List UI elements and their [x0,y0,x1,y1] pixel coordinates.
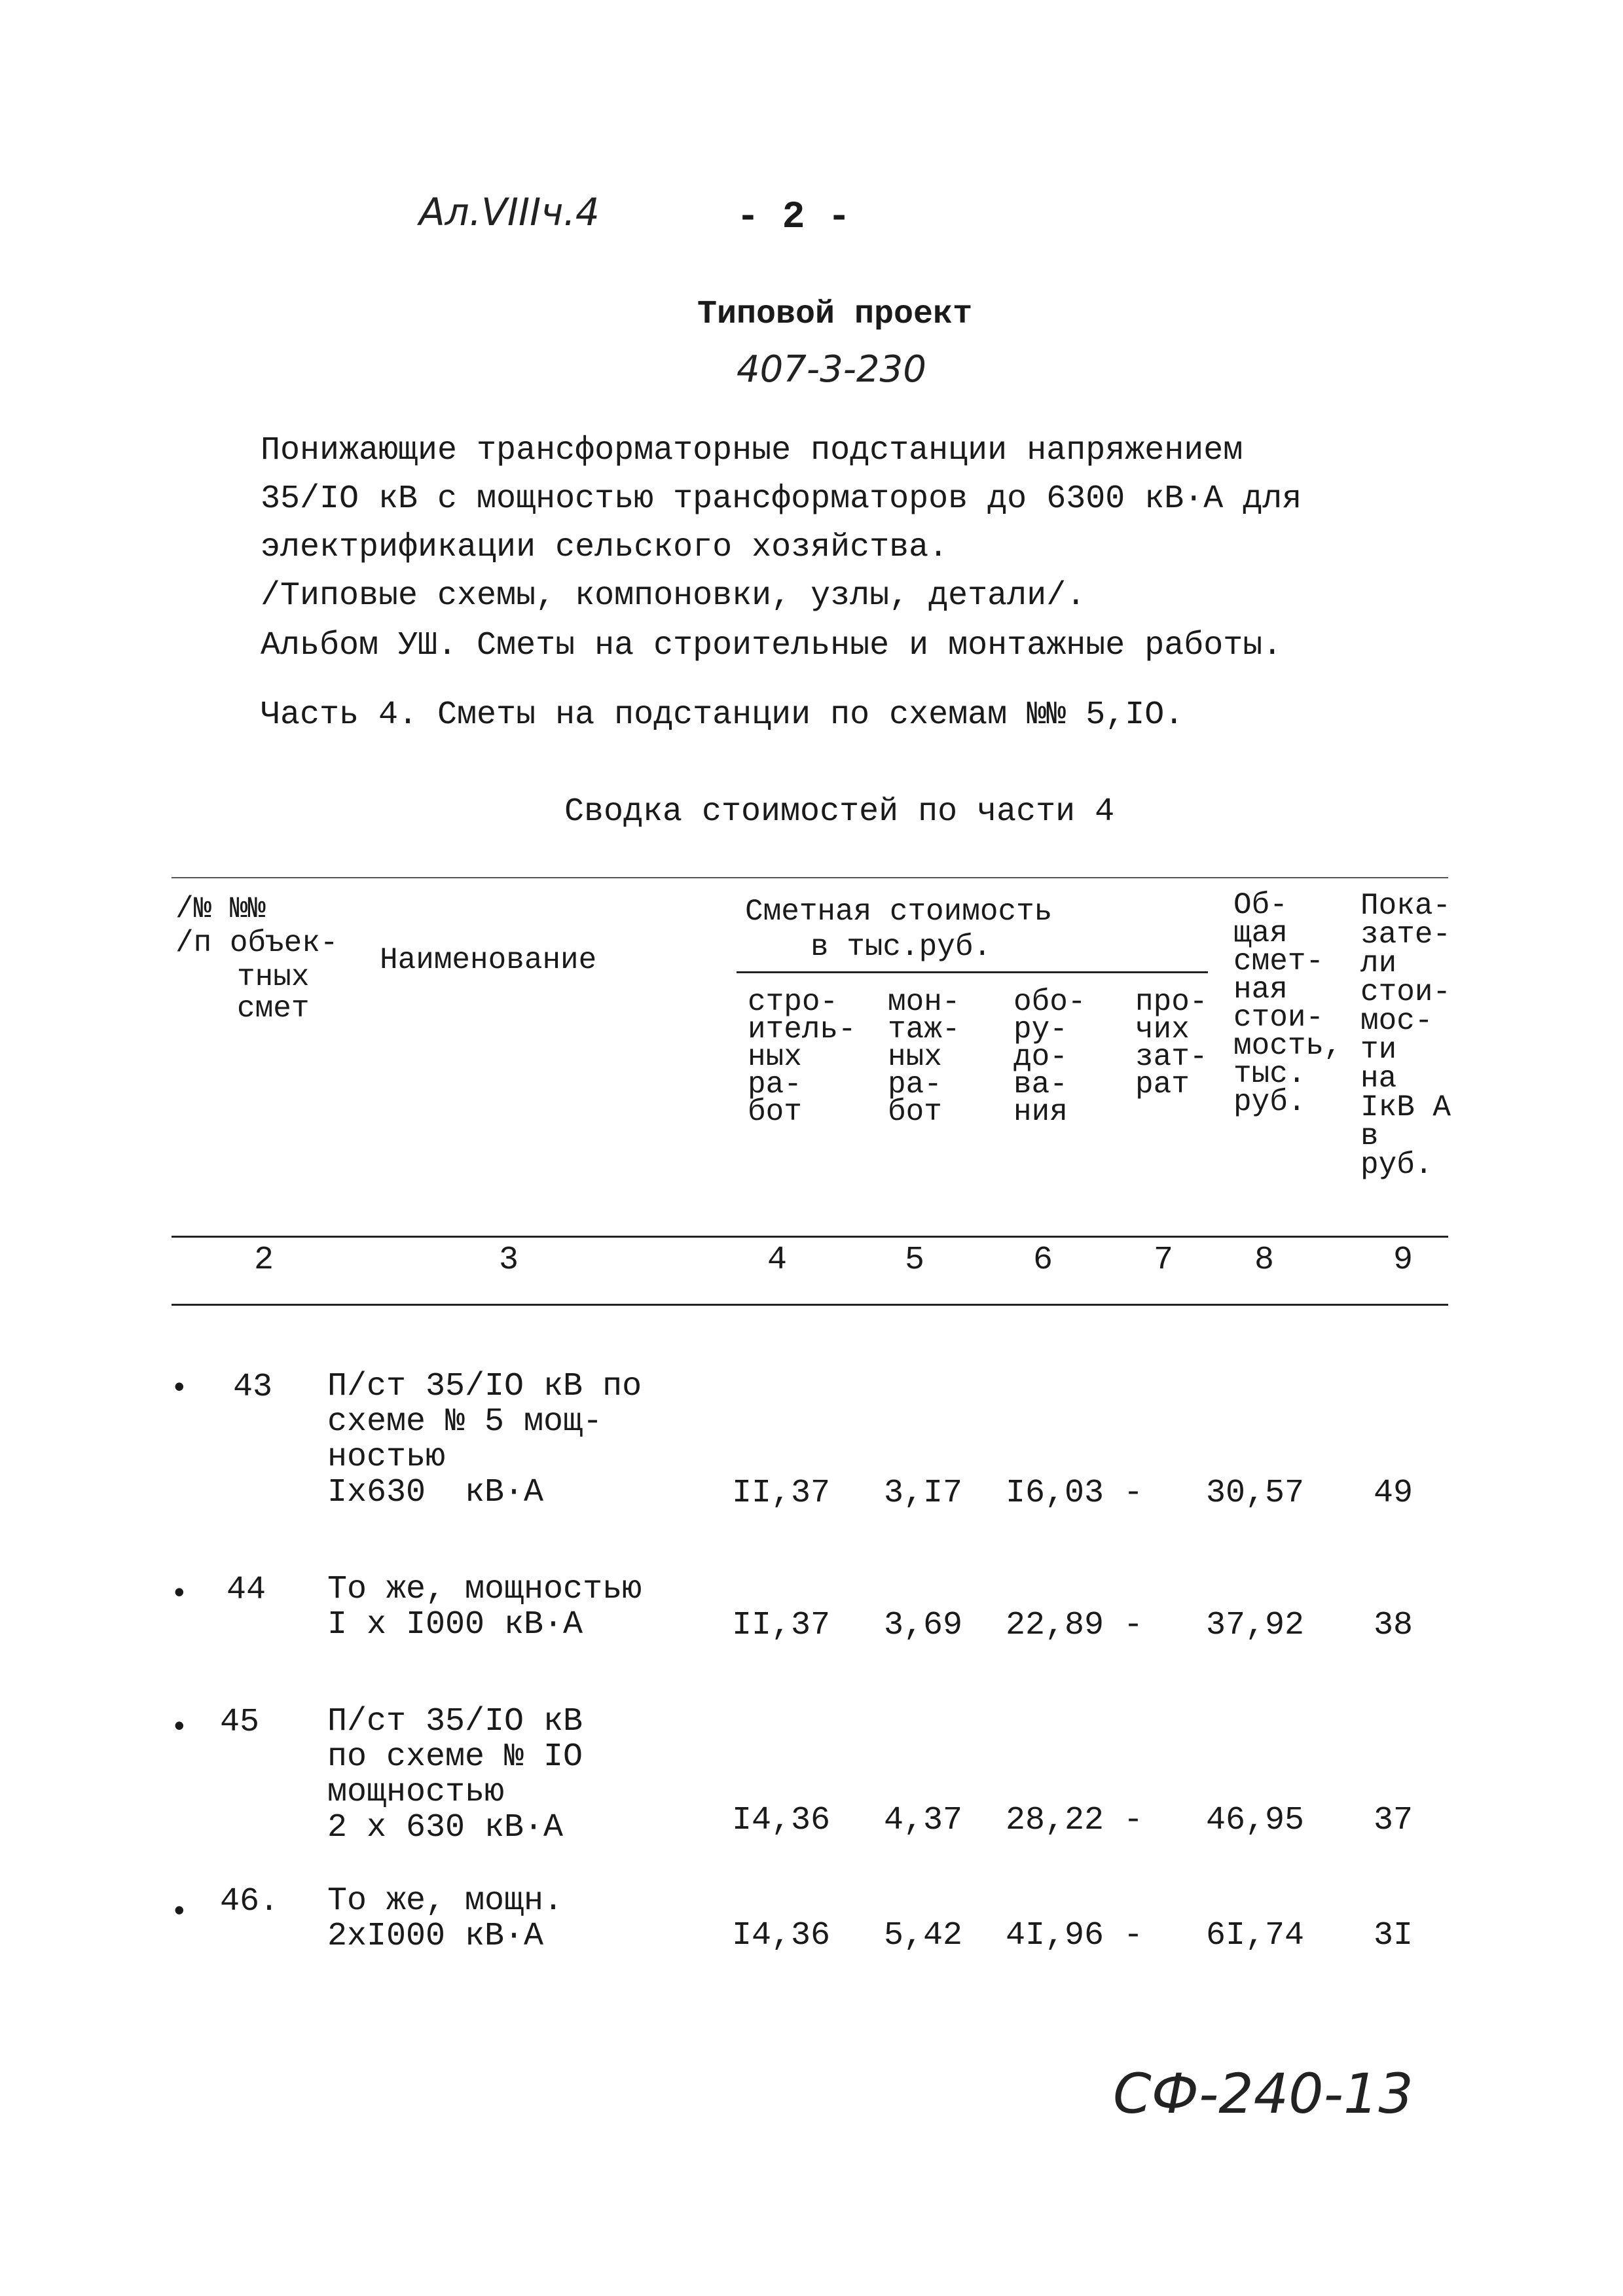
page-number: - 2 - [737,196,851,239]
table-row-46-other: - [1123,1917,1144,1954]
header-col-1-line-3: тных [237,960,310,994]
table-row-44-total: 37,92 [1206,1607,1305,1644]
group-header-rule [737,971,1208,973]
table-row-46-number: 46. [220,1883,280,1920]
footer-code: СФ-240-13 [1113,2062,1413,2126]
col-number-9: 9 [1393,1242,1413,1279]
table-row-46-mount: 5,42 [884,1917,963,1954]
row-bullet: • [170,1577,189,1611]
header-col-1-line-1: /№ №№ [175,892,266,926]
table-row-46-equip: 4I,96 [1006,1917,1104,1954]
header-bottom-rule [172,1236,1448,1238]
table-row-46-build: I4,36 [732,1917,831,1954]
table-row-44-build: II,37 [732,1607,831,1644]
header-cost-index: Пока- зате- ли стои- мос- ти на IкВ А в руб. [1360,889,1451,1182]
col-number-5: 5 [905,1242,925,1279]
album-reference: Ал.VIIIч.4 [419,190,600,234]
table-row-46-index: 3I [1374,1917,1413,1954]
table-row-43-other: - [1123,1475,1144,1512]
table-row-45-name: П/ст 35/IO кВ по схеме № IO мощностью 2 х 630 кВ·А [327,1703,583,1846]
description-line-5: Альбом УШ. Сметы на строительные и монтажные работы. [261,627,1283,664]
part-heading: Часть 4. Сметы на подстанции по схемам №№ 5,IO. [261,696,1184,734]
table-row-45-index: 37 [1374,1802,1413,1839]
table-row-43-build: II,37 [732,1475,831,1512]
col-number-4: 4 [767,1242,788,1279]
header-total-cost: Об- щая смет- ная стои- мость, тыс. руб. [1233,888,1342,1119]
table-top-rule [172,877,1448,878]
table-row-45-equip: 28,22 [1006,1802,1104,1839]
table-row-43-mount: 3,I7 [884,1475,963,1512]
header-build-works: стро- итель- ных ра- бот [748,985,856,1129]
project-title: Типовой проект [697,296,973,333]
table-row-44-number: 44 [227,1571,266,1609]
col-number-3: 3 [499,1242,519,1279]
table-row-44-name: То же, мощностью I х I000 кВ·А [327,1571,642,1643]
header-col-1-line-2: /п объек- [175,926,338,960]
table-row-43-number: 43 [233,1369,273,1406]
row-bullet: • [170,1895,189,1929]
table-row-43-equip: I6,03 [1006,1475,1104,1512]
description-line-3: электрификации сельского хозяйства. [261,529,949,566]
header-name: Наименование [380,943,597,977]
table-row-45-number: 45 [220,1704,260,1741]
table-row-43-name: П/ст 35/IO кВ по схеме № 5 мощ- ностью Iх630 кВ·А [327,1368,642,1511]
summary-title: Сводка стоимостей по части 4 [564,793,1115,831]
description-line-2: 35/IO кВ с мощностью трансформаторов до 6300 кВ·А для [261,480,1302,518]
table-row-46-name: То же, мощн. 2хI000 кВ·А [327,1882,564,1955]
table-row-44-mount: 3,69 [884,1607,963,1644]
numbers-bottom-rule [172,1304,1448,1306]
table-row-45-mount: 4,37 [884,1802,963,1839]
table-row-43-total: 30,57 [1206,1475,1305,1512]
table-row-45-other: - [1123,1802,1144,1839]
table-row-46-total: 6I,74 [1206,1917,1305,1954]
col-number-7: 7 [1154,1242,1174,1279]
row-bullet: • [170,1372,189,1406]
description-line-4: /Типовые схемы, компоновки, узлы, детали/. [261,577,1086,615]
table-row-45-total: 46,95 [1206,1802,1305,1839]
col-number-8: 8 [1254,1242,1275,1279]
table-row-43-index: 49 [1374,1475,1413,1512]
table-row-44-equip: 22,89 [1006,1607,1104,1644]
col-number-6: 6 [1033,1242,1053,1279]
header-group-line-1: Сметная стоимость [745,895,1053,929]
header-group-line-2: в тыс.руб. [811,930,992,964]
row-bullet: • [170,1711,189,1745]
project-code: 407-3-230 [737,348,926,391]
table-row-44-index: 38 [1374,1607,1413,1644]
table-row-44-other: - [1123,1607,1144,1644]
header-mount-works: мон- таж- ных ра- бот [888,985,960,1129]
description-line-1: Понижающие трансформаторные подстанции напряжением [261,432,1243,469]
header-col-1-line-4: смет [237,992,310,1026]
table-row-45-build: I4,36 [732,1802,831,1839]
header-equipment: обо- ру- до- ва- ния [1013,985,1086,1129]
col-number-2: 2 [254,1242,274,1279]
header-other-costs: про- чих зат- рат [1135,985,1208,1102]
